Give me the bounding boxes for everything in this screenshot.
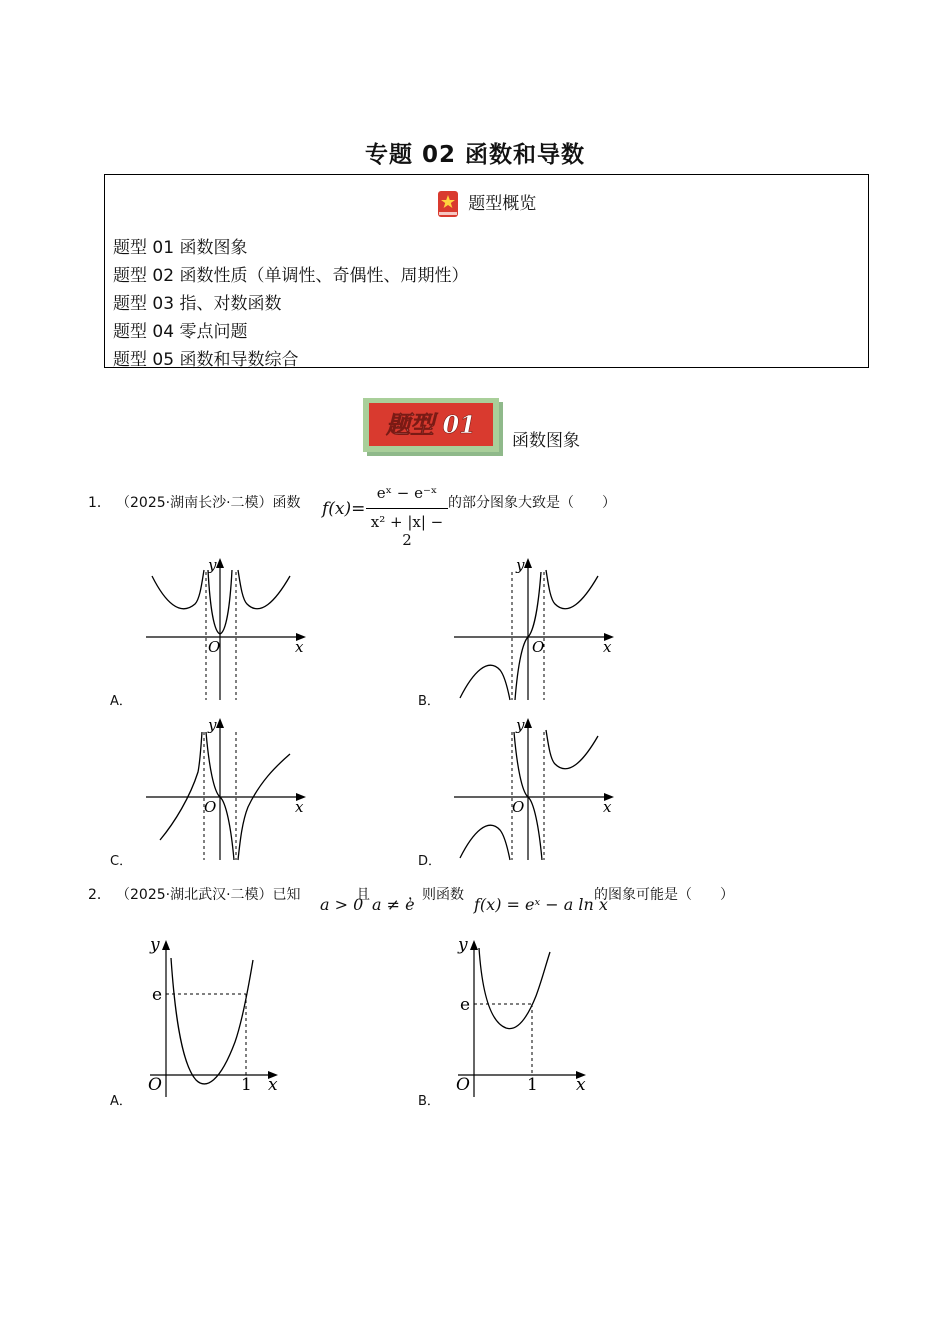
graph-option-d (448, 712, 618, 862)
condition-2: a ≠ e (372, 895, 415, 914)
overview-item: 题型 05 函数和导数综合 (113, 350, 299, 370)
question-stem-tail: 的部分图象大致是（ ） (448, 495, 616, 511)
axis-x-label: x (603, 638, 612, 656)
axis-y-label: y (516, 556, 525, 574)
page-title: 专题 02 函数和导数 (364, 142, 586, 168)
overview-item: 题型 01 函数图象 (113, 238, 248, 258)
option-label-a[interactable]: A． (110, 694, 132, 709)
overview-box (104, 174, 869, 368)
fraction-bar (366, 508, 448, 509)
formula: f(x) = eˣ − a ln x (474, 895, 608, 914)
question-number: 1． (88, 495, 111, 511)
axis-y-label: y (516, 716, 525, 734)
condition-1: a > 0 (320, 895, 364, 914)
axis-origin-label: O (148, 1075, 162, 1095)
section-badge (363, 398, 503, 456)
axis-y-label: y (208, 556, 217, 574)
option-label-b[interactable]: B． (418, 1094, 440, 1109)
axis-y-label: y (150, 935, 160, 955)
axis-x-label: x (268, 1075, 278, 1095)
question-number: 2． (88, 887, 111, 903)
section-badge-text: 题型 01 (386, 410, 476, 439)
overview-item: 题型 03 指、对数函数 (113, 294, 282, 314)
e-tick-label: e (152, 985, 163, 1005)
axis-y-label: y (208, 716, 217, 734)
overview-item: 题型 02 函数性质（单调性、奇偶性、周期性） (113, 266, 469, 286)
axis-x-label: x (295, 638, 304, 656)
section-label: 函数图象 (512, 431, 580, 451)
axis-origin-label: O (208, 638, 221, 656)
question-mid: ，则函数 (408, 887, 464, 903)
axis-x-label: x (295, 798, 304, 816)
axis-origin-label: O (456, 1075, 470, 1095)
formula-numerator: eˣ − e⁻ˣ (376, 484, 438, 502)
graph-option-b (448, 552, 618, 702)
axis-x-label: x (603, 798, 612, 816)
option-label-d[interactable]: D． (418, 854, 442, 869)
one-tick-label: 1 (527, 1075, 538, 1095)
graph-q2-option-b (448, 932, 598, 1097)
overview-heading (105, 189, 868, 218)
option-label-b[interactable]: B． (418, 694, 440, 709)
question-source: （2025·湖南长沙·二模）函数 (116, 495, 301, 511)
graph-q2-option-a (140, 932, 290, 1097)
formula-denominator: x² + |x| − 2 (370, 513, 444, 549)
axis-y-label: y (458, 935, 468, 955)
graph-option-a (140, 552, 310, 702)
option-label-a[interactable]: A． (110, 1094, 132, 1109)
axis-origin-label: O (532, 638, 545, 656)
option-label-c[interactable]: C． (110, 854, 133, 869)
question-source: （2025·湖北武汉·二模）已知 (116, 887, 301, 903)
axis-origin-label: O (512, 798, 525, 816)
book-icon (437, 190, 459, 218)
formula-lhs: f(x)= (322, 499, 366, 519)
overview-heading-text: 题型概览 (468, 194, 537, 214)
question-stem-tail: 的图象可能是（ ） (594, 887, 734, 903)
e-tick-label: e (460, 995, 471, 1015)
graph-option-c (140, 712, 310, 862)
conjunction: 且 (356, 887, 370, 903)
axis-origin-label: O (204, 798, 217, 816)
axis-x-label: x (576, 1075, 586, 1095)
one-tick-label: 1 (241, 1075, 252, 1095)
overview-item: 题型 04 零点问题 (113, 322, 248, 342)
